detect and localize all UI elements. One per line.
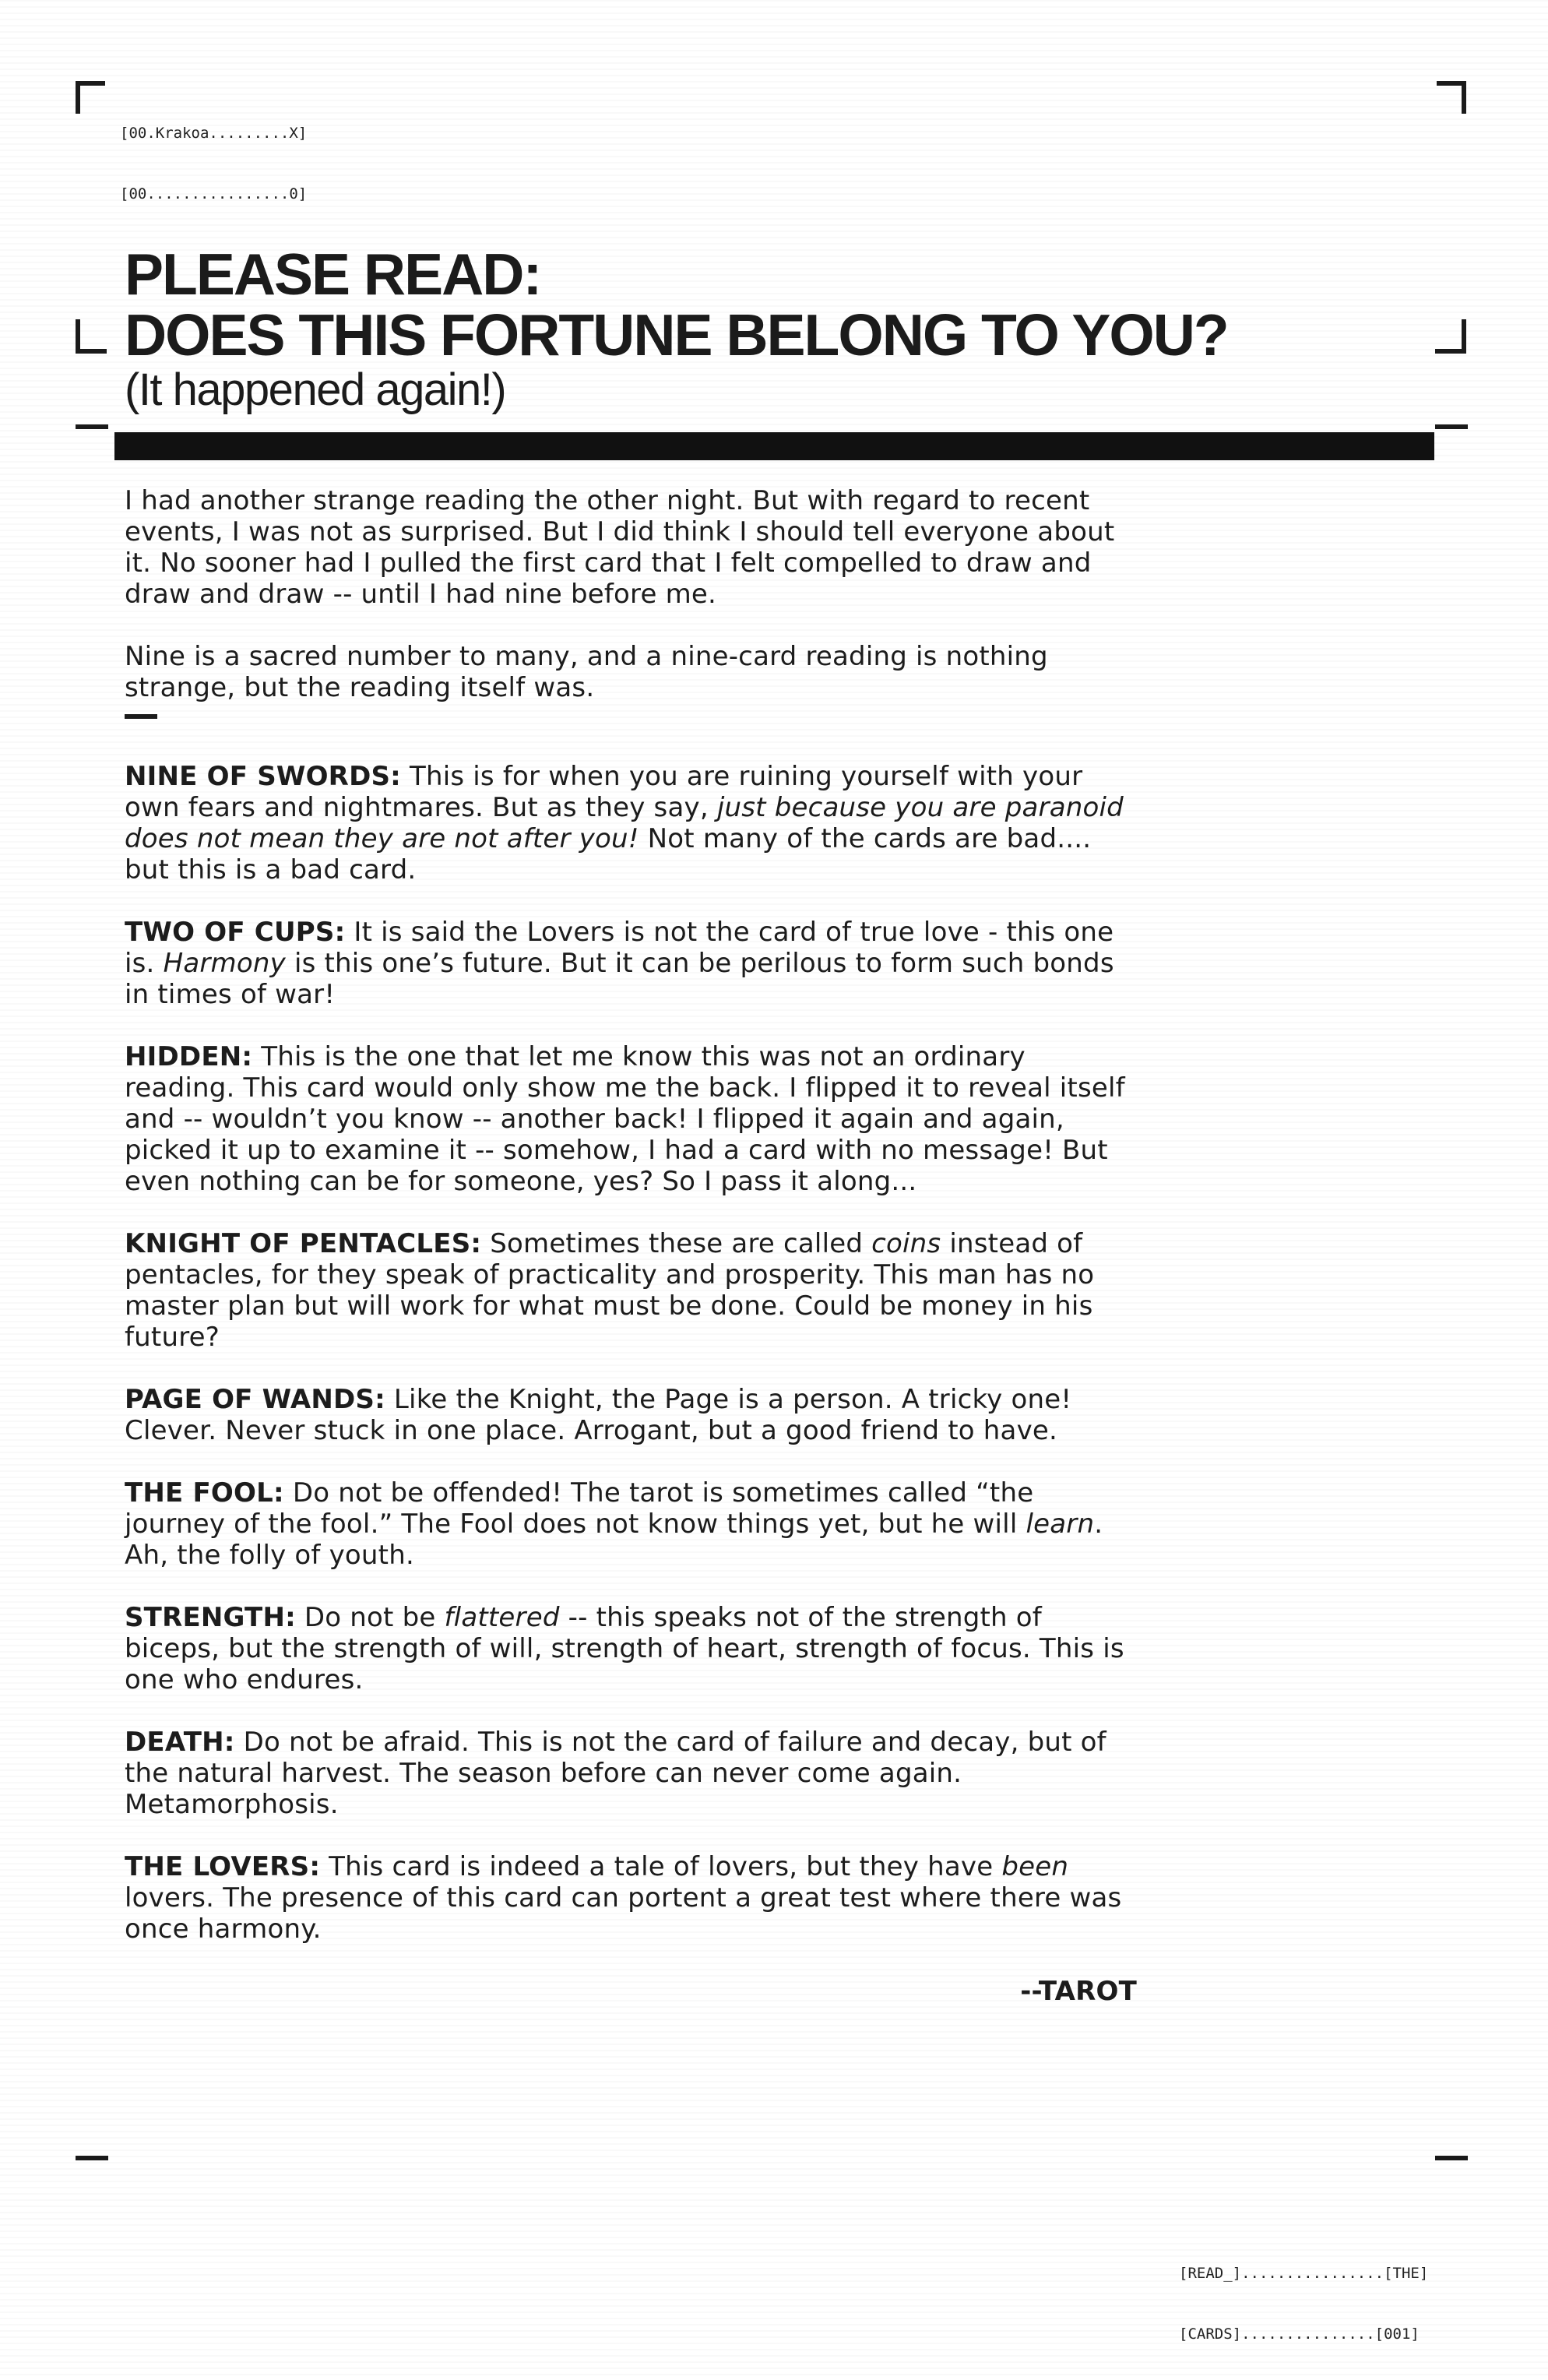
section-divider [125,714,157,719]
card-text: Do not be offended! The tarot is sometimes called “the journey of the fool.” The Fool does not know things yet, but he will [125,1477,1034,1540]
tick-mark-left-upper [76,424,108,429]
card-text: This card is indeed a tale of lovers, but they have [320,1851,1002,1882]
card-text-end: instead of pentacles, for they speak of practicality and prosperity. This man has no master plan but will work for what must be done. Could be money in his future? [125,1228,1095,1353]
article-body [125,485,1137,2007]
corner-mark-top-left-vertical [76,81,80,114]
card-entry-knight-of-pentacles [125,1228,1137,1353]
card-name: STRENGTH: [125,1602,296,1633]
card-emphasis: Harmony [163,948,286,979]
intro-paragraph-2: Nine is a sacred number to many, and a nine-card reading is nothing strange, but the reading itself was. [125,641,1048,703]
card-emphasis: flattered [444,1602,560,1633]
card-text-end: Not many of the cards are bad.... but this is a bad card. [125,823,1092,885]
card-text: Sometimes these are called [481,1228,872,1259]
footer-code-label [1179,2223,1428,2364]
header-code-label [120,83,307,224]
footer-code-line-2: [CARDS]...............[001] [1179,2325,1420,2343]
card-entry-page-of-wands [125,1384,1137,1446]
card-text: This is for when you are ruining yourself with your own fears and nightmares. But as they say, [125,761,1083,823]
page-title-line-2: DOES THIS FORTUNE BELONG TO YOU? [125,302,1228,368]
card-name: THE LOVERS: [125,1851,321,1882]
card-name: PAGE OF WANDS: [125,1384,385,1415]
card-entry-death [125,1727,1137,1820]
card-text: This is the one that let me know this was not an ordinary reading. This card would only show me the back. I flipped it to reveal itself and -- wouldn’t you know -- another back! I flipped it again and again, picked it up to examine it -- somehow, I had a card with no message! But even nothing can be for someone, yes? So I pass it along... [125,1041,1125,1197]
card-text-end: -- this speaks not of the strength of biceps, but the strength of will, strength of heart, strength of focus. This is one who endures. [125,1602,1124,1695]
card-name: HIDDEN: [125,1041,253,1072]
page-title-line-1: PLEASE READ: [125,241,541,307]
card-emphasis: coins [871,1228,941,1259]
corner-mark-top-right-vertical [1462,81,1466,114]
card-name: DEATH: [125,1727,235,1758]
card-name: THE FOOL: [125,1477,284,1509]
card-emphasis: just because you are paranoid does not mean they are not after you! [125,792,1124,854]
card-text: It is said the Lovers is not the card of true love - this one is. [125,917,1114,979]
card-entry-nine-of-swords [125,761,1137,885]
header-code-line-2: [00................0] [120,185,308,202]
intro-paragraph-1: I had another strange reading the other night. But with regard to recent events, I was not as surprised. But I did think I should tell everyone about it. No sooner had I pulled the first card that I felt compelled to draw and draw and draw -- until I had nine before me. [125,485,1115,610]
title-divider-bar [114,432,1434,460]
card-entry-hidden [125,1041,1137,1197]
signature: --TAROT [1020,1976,1137,2007]
card-text: Do not be afraid. This is not the card of failure and decay, but of the natural harvest. The season before can never come again. Metamorphosis. [125,1727,1106,1820]
card-text-end: is this one’s future. But it can be perilous to form such bonds in times of war! [125,948,1114,1010]
tick-mark-left-lower [76,2156,108,2160]
card-text: Do not be [295,1602,445,1633]
card-text-end: lovers. The presence of this card can portent a great test where there was once harmony. [125,1882,1122,1945]
card-emphasis: learn [1026,1509,1095,1540]
card-text-end: . Ah, the folly of youth. [125,1509,1103,1571]
page-subtitle: (It happened again!) [125,364,506,415]
footer-code-line-1: [READ_]................[THE] [1179,2265,1429,2282]
card-name: KNIGHT OF PENTACLES: [125,1228,482,1259]
tick-mark-right-upper [1435,424,1468,429]
tick-mark-right-lower [1435,2156,1468,2160]
header-code-line-1: [00.Krakoa.........X] [120,125,308,142]
card-emphasis: been [1001,1851,1069,1882]
card-text: Like the Knight, the Page is a person. A tricky one! Clever. Never stuck in one place. Arrogant, but a good friend to have. [125,1384,1072,1446]
side-bracket-left [76,349,107,354]
card-entry-the-lovers [125,1851,1137,1945]
card-entry-strength [125,1602,1137,1695]
card-entry-two-of-cups [125,917,1137,1010]
card-name: TWO OF CUPS: [125,917,346,948]
card-name: NINE OF SWORDS: [125,761,401,792]
card-entry-the-fool [125,1477,1137,1571]
